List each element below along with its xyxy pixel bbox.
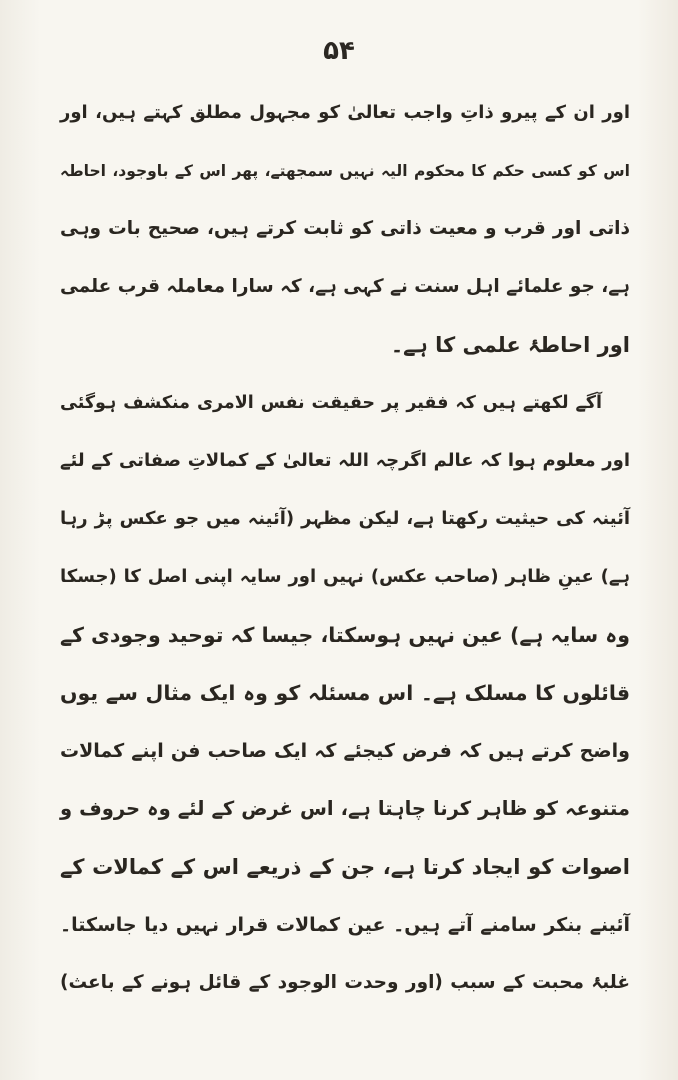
text-line: اور ان کے پیرو ذاتِ واجب تعالیٰ کو مجہول مطلق کہتے ہیں، اور — [60, 102, 630, 123]
text-line: غلبۂ محبت کے سبب (اور وحدت الوجود کے قائل ہونے کے باعث) — [60, 972, 630, 993]
text-line: آئینے بنکر سامنے آتے ہیں۔ عین کمالات قرار نہیں دیا جاسکتا۔ — [60, 914, 630, 936]
text-line: اصوات کو ایجاد کرتا ہے، جن کے ذریعے اس کے کمالات کے — [60, 855, 630, 879]
text-line: اور معلوم ہوا کہ عالم اگرچہ اللہ تعالیٰ کے کمالاتِ صفاتی کے لئے — [60, 450, 630, 471]
text-line: آئینہ کی حیثیت رکھتا ہے، لیکن مظہر (آئینہ میں جو عکس پڑ رہا — [60, 508, 630, 529]
text-line: وہ سایہ ہے) عین نہیں ہوسکتا، جیسا کہ توحید وجودی کے — [59, 623, 630, 647]
text-line: ہے) عینِ ظاہر (صاحب عکس) نہیں اور سایہ اپنی اصل کا (جسکا — [60, 566, 630, 587]
text-line: قائلوں کا مسلک ہے۔ اس مسئلہ کو وہ ایک مثال سے یوں — [60, 681, 630, 705]
text-line: آگے لکھتے ہیں کہ فقیر پر حقیقت نفس الامری منکشف ہوگئی — [60, 393, 602, 413]
text-line: ہے، جو علمائے اہل سنت نے کہی ہے، کہ سارا معاملہ قرب علمی — [59, 276, 630, 297]
text-line: اور احاطۂ علمی کا ہے۔ — [390, 333, 630, 357]
body-text — [60, 84, 630, 1012]
page-number: ۵۴ — [323, 36, 355, 66]
text-line: متنوعہ کو ظاہر کرنا چاہتا ہے، اس غرض کے لئے وہ حروف و — [60, 797, 630, 820]
text-line: واضح کرتے ہیں کہ فرض کیجئے کہ ایک صاحب فن اپنے کمالات — [60, 740, 630, 762]
text-line: اس کو کسی حکم کا محکوم الیہ نہیں سمجھتے، پھر اس کے باوجود، احاطہ — [60, 162, 630, 180]
text-line: ذاتی اور قرب و معیت ذاتی کو ثابت کرتے ہیں، صحیح بات وہی — [60, 218, 630, 239]
